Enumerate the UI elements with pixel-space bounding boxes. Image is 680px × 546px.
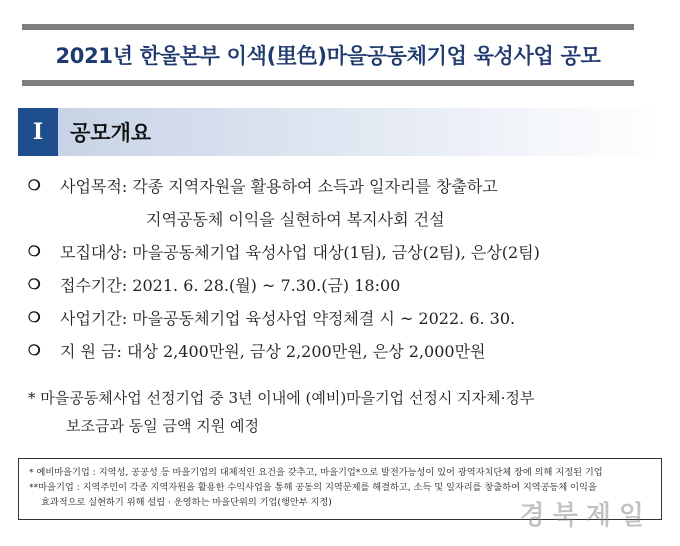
circle-bullet-icon: ❍ (28, 310, 41, 326)
list-item-target (28, 236, 658, 269)
list-item-text: 접수기간: 2021. 6. 28.(월) ~ 7.30.(금) 18:00 (60, 276, 401, 295)
section-number: I (18, 108, 58, 156)
list-item-text: 지 원 금: 대상 2,400만원, 금상 2,200만원, 은상 2,000만원 (60, 342, 486, 361)
list-item-text: 사업기간: 마을공동체기업 육성사업 약정체결 시 ~ 2022. 6. 30. (60, 309, 516, 328)
list-item-purpose-continued (28, 203, 658, 236)
list-item-project-period (28, 302, 658, 335)
document-title: 2021년 한울본부 이색(里色)마을공동체기업 육성사업 공모 (55, 44, 601, 68)
note-line: * 마을공동체사업 선정기업 중 3년 이내에 (예비)마을기업 선정시 지자체·정부 (28, 389, 535, 407)
list-item-funding (28, 335, 658, 368)
watermark-logo: 경북제일 (519, 501, 652, 531)
list-item-text: 모집대상: 마을공동체기업 육성사업 대상(1팀), 금상(2팀), 은상(2팀) (60, 243, 540, 262)
footnote-line: 효과적으로 실현하기 위해 설립 · 운영하는 마을단위의 기업(행안부 지정) (41, 497, 332, 508)
section-label: 공모개요 (70, 121, 152, 145)
list-item-text: 지역공동체 이익을 실현하여 복지사회 건설 (146, 210, 445, 229)
circle-bullet-icon: ❍ (28, 277, 41, 293)
list-item-application-period (28, 269, 658, 302)
list-item-purpose (28, 170, 658, 203)
overview-list (28, 170, 658, 368)
footnote-line: * 예비마을기업 : 지역성, 공공성 등 마을기업의 대체적인 요건을 갖추고, 마을기업*으로 발전가능성이 있어 광역자치단체 장에 의해 지정된 기업 (29, 467, 603, 478)
document-title-box (22, 24, 634, 86)
section-header (18, 108, 662, 156)
note-line: 보조금과 동일 금액 지원 예정 (66, 417, 259, 435)
note-block (28, 384, 658, 440)
list-item-text: 사업목적: 각종 지역자원을 활용하여 소득과 일자리를 창출하고 (60, 177, 498, 196)
circle-bullet-icon: ❍ (28, 343, 41, 359)
section-label-bar (58, 108, 662, 156)
circle-bullet-icon: ❍ (28, 244, 41, 260)
footnote-line: **마을기업 : 지역주민이 각종 지역자원을 활용한 수익사업을 통해 공동의 지역문제를 해결하고, 소득 및 일자리를 창출하여 지역공동체 이익을 (29, 482, 597, 493)
circle-bullet-icon: ❍ (28, 178, 41, 194)
